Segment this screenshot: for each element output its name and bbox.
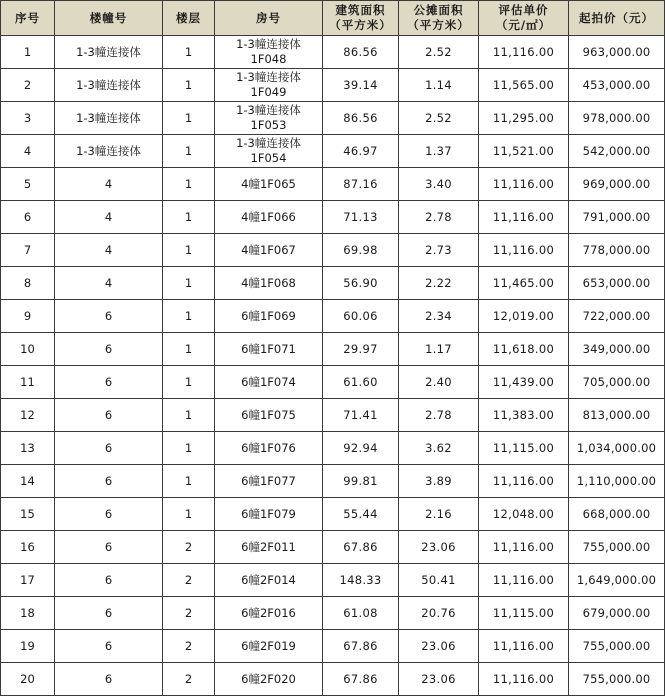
cell-building: 6 — [55, 465, 163, 498]
cell-shared-area: 3.62 — [399, 432, 479, 465]
header-building: 楼幢号 — [55, 1, 163, 36]
cell-building: 6 — [55, 366, 163, 399]
cell-unit-price: 11,116.00 — [479, 630, 569, 663]
cell-floor: 2 — [163, 531, 215, 564]
cell-area: 67.86 — [323, 663, 399, 696]
cell-seq: 7 — [1, 234, 55, 267]
cell-shared-area: 2.73 — [399, 234, 479, 267]
cell-building: 6 — [55, 399, 163, 432]
cell-shared-area: 2.52 — [399, 36, 479, 69]
cell-room — [215, 366, 323, 399]
cell-seq: 6 — [1, 201, 55, 234]
cell-start-price: 978,000.00 — [569, 102, 665, 135]
cell-area: 99.81 — [323, 465, 399, 498]
cell-building: 6 — [55, 498, 163, 531]
table-row — [1, 234, 665, 267]
cell-room — [215, 168, 323, 201]
cell-start-price: 679,000.00 — [569, 597, 665, 630]
table-row — [1, 465, 665, 498]
cell-floor: 2 — [163, 630, 215, 663]
cell-unit-price: 11,115.00 — [479, 597, 569, 630]
cell-building: 4 — [55, 234, 163, 267]
cell-start-price: 778,000.00 — [569, 234, 665, 267]
table-row — [1, 135, 665, 168]
table-row — [1, 366, 665, 399]
room-line1: 6幢1F071 — [241, 341, 296, 356]
cell-floor: 1 — [163, 168, 215, 201]
room-line2: 1F054 — [250, 151, 287, 165]
cell-building: 4 — [55, 267, 163, 300]
room-line1: 4幢1F066 — [241, 209, 296, 224]
cell-seq: 5 — [1, 168, 55, 201]
cell-shared-area: 2.78 — [399, 399, 479, 432]
cell-building: 6 — [55, 300, 163, 333]
cell-shared-area: 2.34 — [399, 300, 479, 333]
room-line1: 4幢1F067 — [241, 242, 296, 257]
cell-floor: 1 — [163, 399, 215, 432]
cell-start-price: 791,000.00 — [569, 201, 665, 234]
cell-building: 6 — [55, 531, 163, 564]
table-row — [1, 168, 665, 201]
cell-floor: 1 — [163, 432, 215, 465]
cell-unit-price: 12,048.00 — [479, 498, 569, 531]
cell-start-price: 349,000.00 — [569, 333, 665, 366]
cell-floor: 1 — [163, 201, 215, 234]
cell-room — [215, 102, 323, 135]
room-line1: 6幢1F074 — [241, 374, 296, 389]
cell-room — [215, 267, 323, 300]
table-body — [1, 36, 665, 696]
cell-room — [215, 36, 323, 69]
table-row — [1, 432, 665, 465]
cell-floor: 1 — [163, 498, 215, 531]
room-line1: 6幢2F011 — [241, 539, 296, 554]
cell-room — [215, 597, 323, 630]
cell-seq: 2 — [1, 69, 55, 102]
cell-start-price: 453,000.00 — [569, 69, 665, 102]
cell-room — [215, 630, 323, 663]
room-line1: 6幢1F076 — [241, 440, 296, 455]
cell-shared-area: 3.40 — [399, 168, 479, 201]
header-area-line2: （平方米） — [329, 18, 392, 32]
cell-building: 1-3幢连接体 — [55, 69, 163, 102]
cell-floor: 2 — [163, 564, 215, 597]
header-shared-area — [399, 1, 479, 36]
cell-area: 86.56 — [323, 102, 399, 135]
cell-area: 87.16 — [323, 168, 399, 201]
cell-floor: 2 — [163, 597, 215, 630]
cell-building: 6 — [55, 432, 163, 465]
room-line1: 4幢1F068 — [241, 275, 296, 290]
cell-building: 6 — [55, 630, 163, 663]
cell-floor: 1 — [163, 102, 215, 135]
cell-room — [215, 465, 323, 498]
cell-building: 6 — [55, 333, 163, 366]
table-row — [1, 36, 665, 69]
cell-seq: 15 — [1, 498, 55, 531]
cell-room — [215, 135, 323, 168]
cell-floor: 1 — [163, 465, 215, 498]
cell-start-price: 653,000.00 — [569, 267, 665, 300]
cell-shared-area: 20.76 — [399, 597, 479, 630]
cell-building: 6 — [55, 597, 163, 630]
cell-unit-price: 11,295.00 — [479, 102, 569, 135]
cell-shared-area: 50.41 — [399, 564, 479, 597]
cell-unit-price: 11,565.00 — [479, 69, 569, 102]
cell-area: 92.94 — [323, 432, 399, 465]
header-room: 房号 — [215, 1, 323, 36]
cell-unit-price: 11,116.00 — [479, 531, 569, 564]
table-row — [1, 564, 665, 597]
cell-start-price: 969,000.00 — [569, 168, 665, 201]
cell-room — [215, 333, 323, 366]
table-row — [1, 663, 665, 696]
cell-floor: 1 — [163, 333, 215, 366]
cell-floor: 1 — [163, 267, 215, 300]
cell-unit-price: 12,019.00 — [479, 300, 569, 333]
cell-area: 55.44 — [323, 498, 399, 531]
room-line1: 6幢2F016 — [241, 605, 296, 620]
header-area-line1: 建筑面积 — [335, 3, 386, 17]
cell-unit-price: 11,618.00 — [479, 333, 569, 366]
cell-room — [215, 498, 323, 531]
cell-area: 67.86 — [323, 531, 399, 564]
room-line1: 6幢2F020 — [241, 671, 296, 686]
cell-shared-area: 23.06 — [399, 531, 479, 564]
cell-area: 67.86 — [323, 630, 399, 663]
cell-shared-area: 1.17 — [399, 333, 479, 366]
cell-start-price: 813,000.00 — [569, 399, 665, 432]
cell-shared-area: 1.37 — [399, 135, 479, 168]
cell-seq: 14 — [1, 465, 55, 498]
header-area — [323, 1, 399, 36]
header-shared-line1: 公摊面积 — [413, 3, 464, 17]
cell-shared-area: 2.40 — [399, 366, 479, 399]
room-line1: 6幢1F075 — [241, 407, 296, 422]
header-seq: 序号 — [1, 1, 55, 36]
cell-floor: 1 — [163, 234, 215, 267]
cell-area: 46.97 — [323, 135, 399, 168]
cell-seq: 16 — [1, 531, 55, 564]
cell-room — [215, 201, 323, 234]
cell-seq: 11 — [1, 366, 55, 399]
cell-unit-price: 11,116.00 — [479, 564, 569, 597]
room-line2: 1F049 — [250, 85, 287, 99]
cell-room — [215, 234, 323, 267]
cell-area: 69.98 — [323, 234, 399, 267]
table-row — [1, 399, 665, 432]
cell-area: 86.56 — [323, 36, 399, 69]
cell-room — [215, 663, 323, 696]
cell-unit-price: 11,115.00 — [479, 432, 569, 465]
room-line2: 1F048 — [250, 52, 287, 66]
room-line1: 1-3幢连接体 — [236, 103, 301, 117]
cell-area: 71.41 — [323, 399, 399, 432]
cell-shared-area: 1.14 — [399, 69, 479, 102]
cell-building: 4 — [55, 168, 163, 201]
header-unit-price — [479, 1, 569, 36]
cell-start-price: 1,649,000.00 — [569, 564, 665, 597]
table-row — [1, 69, 665, 102]
cell-building: 6 — [55, 564, 163, 597]
cell-building: 1-3幢连接体 — [55, 102, 163, 135]
cell-start-price: 755,000.00 — [569, 531, 665, 564]
cell-start-price: 755,000.00 — [569, 663, 665, 696]
header-row — [1, 1, 665, 36]
table-row — [1, 300, 665, 333]
room-line1: 6幢2F014 — [241, 572, 296, 587]
cell-unit-price: 11,116.00 — [479, 201, 569, 234]
cell-seq: 17 — [1, 564, 55, 597]
cell-seq: 9 — [1, 300, 55, 333]
cell-room — [215, 564, 323, 597]
table-row — [1, 333, 665, 366]
cell-floor: 1 — [163, 36, 215, 69]
table-row — [1, 267, 665, 300]
cell-unit-price: 11,116.00 — [479, 234, 569, 267]
cell-floor: 1 — [163, 135, 215, 168]
cell-start-price: 705,000.00 — [569, 366, 665, 399]
table-header — [1, 1, 665, 36]
cell-area: 29.97 — [323, 333, 399, 366]
room-line2: 1F053 — [250, 118, 287, 132]
room-line1: 4幢1F065 — [241, 176, 296, 191]
cell-room — [215, 300, 323, 333]
table-row — [1, 630, 665, 663]
cell-area: 71.13 — [323, 201, 399, 234]
cell-floor: 1 — [163, 366, 215, 399]
room-line1: 1-3幢连接体 — [236, 37, 301, 51]
cell-shared-area: 2.16 — [399, 498, 479, 531]
cell-shared-area: 23.06 — [399, 663, 479, 696]
room-line1: 6幢2F019 — [241, 638, 296, 653]
cell-start-price: 722,000.00 — [569, 300, 665, 333]
cell-area: 148.33 — [323, 564, 399, 597]
header-start-price: 起拍价（元） — [569, 1, 665, 36]
cell-seq: 19 — [1, 630, 55, 663]
cell-floor: 1 — [163, 69, 215, 102]
cell-unit-price: 11,116.00 — [479, 663, 569, 696]
cell-building: 6 — [55, 663, 163, 696]
room-line1: 6幢1F079 — [241, 506, 296, 521]
table-row — [1, 531, 665, 564]
cell-shared-area: 23.06 — [399, 630, 479, 663]
cell-area: 56.90 — [323, 267, 399, 300]
cell-start-price: 963,000.00 — [569, 36, 665, 69]
cell-room — [215, 531, 323, 564]
header-unit-line1: 评估单价 — [498, 3, 549, 17]
header-unit-line2: （元/㎡） — [495, 18, 552, 32]
room-line1: 6幢1F069 — [241, 308, 296, 323]
cell-seq: 13 — [1, 432, 55, 465]
cell-seq: 12 — [1, 399, 55, 432]
cell-seq: 18 — [1, 597, 55, 630]
table-row — [1, 102, 665, 135]
header-shared-line2: （平方米） — [407, 18, 470, 32]
cell-start-price: 1,034,000.00 — [569, 432, 665, 465]
cell-start-price: 542,000.00 — [569, 135, 665, 168]
cell-shared-area: 3.89 — [399, 465, 479, 498]
cell-unit-price: 11,439.00 — [479, 366, 569, 399]
cell-seq: 8 — [1, 267, 55, 300]
cell-building: 1-3幢连接体 — [55, 135, 163, 168]
cell-room — [215, 69, 323, 102]
cell-shared-area: 2.22 — [399, 267, 479, 300]
cell-seq: 20 — [1, 663, 55, 696]
cell-unit-price: 11,465.00 — [479, 267, 569, 300]
cell-room — [215, 399, 323, 432]
cell-unit-price: 11,116.00 — [479, 465, 569, 498]
cell-start-price: 668,000.00 — [569, 498, 665, 531]
cell-shared-area: 2.52 — [399, 102, 479, 135]
cell-start-price: 755,000.00 — [569, 630, 665, 663]
cell-area: 39.14 — [323, 69, 399, 102]
cell-seq: 10 — [1, 333, 55, 366]
room-line1: 1-3幢连接体 — [236, 136, 301, 150]
cell-room — [215, 432, 323, 465]
table-row — [1, 201, 665, 234]
cell-unit-price: 11,116.00 — [479, 36, 569, 69]
cell-unit-price: 11,521.00 — [479, 135, 569, 168]
header-floor: 楼层 — [163, 1, 215, 36]
table-row — [1, 597, 665, 630]
cell-seq: 1 — [1, 36, 55, 69]
room-line1: 1-3幢连接体 — [236, 70, 301, 84]
cell-floor: 1 — [163, 300, 215, 333]
cell-area: 60.06 — [323, 300, 399, 333]
cell-floor: 2 — [163, 663, 215, 696]
cell-start-price: 1,110,000.00 — [569, 465, 665, 498]
cell-building: 1-3幢连接体 — [55, 36, 163, 69]
cell-shared-area: 2.78 — [399, 201, 479, 234]
cell-seq: 4 — [1, 135, 55, 168]
cell-building: 4 — [55, 201, 163, 234]
table-row — [1, 498, 665, 531]
cell-area: 61.08 — [323, 597, 399, 630]
cell-seq: 3 — [1, 102, 55, 135]
room-line1: 6幢1F077 — [241, 473, 296, 488]
cell-area: 61.60 — [323, 366, 399, 399]
cell-unit-price: 11,383.00 — [479, 399, 569, 432]
cell-unit-price: 11,116.00 — [479, 168, 569, 201]
